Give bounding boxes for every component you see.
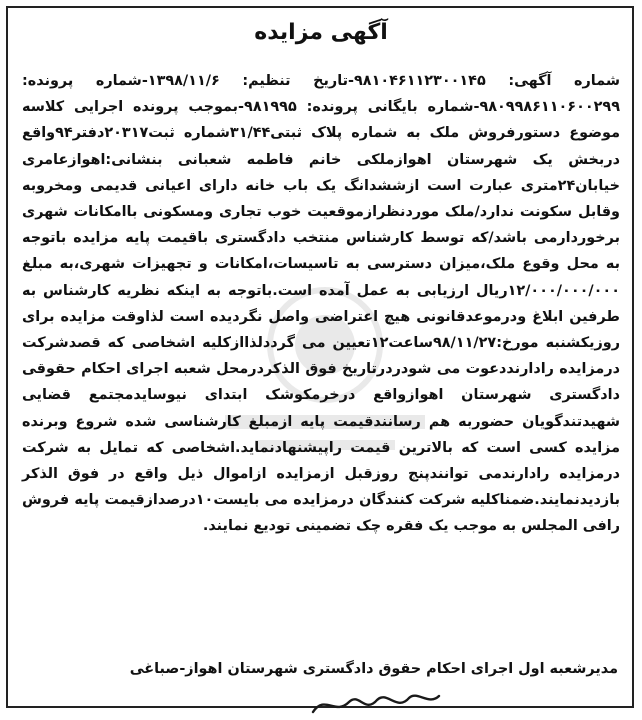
notice-title: آگهی مزایده (254, 20, 388, 45)
notice-body: شماره آگهی: ۹۸۱۰۴۶۱۱۲۳۰۰۱۴۵-تاریخ تنظیم: ۱۳۹۸/۱۱/۶-شماره پرونده: ۹۸۰۹۹۸۶۱۱۰۶۰۰۲۹۹-شماره بایگانی پرونده: ۹۸۱۹۹۵-بموجب پرونده اجرایی کلاسه موضوع دستورفروش ملک به شماره پلاک ثبتی۳۱/۴۴شماره ثبت۲۰۳۱۷دفتر۹۴واقع دربخش یک شهرستان اهوازملکی خانم فاطمه شعبانی بنشانی:اهوازعامری خیابان۲۴متری عبارت است ازششدانگ یک باب خانه دارای اعیانی قدیمی ومخروبه وقابل سکونت ندارد/ملک موردنظرازموقعیت خوب تجاری ومسکونی باامکانات شهری برخوردارمی باشد/که توسط کارشناس منتخب دادگستری باقیمت پایه مزایده باتوجه به محل وقوع ملک،میزان دسترسی به تاسیسات،امکانات و تجهیزات شهری،به مبلغ ۱۲/۰۰۰/۰۰۰/۰۰۰ریال ارزیابی به عمل آمده است.باتوجه به اینکه نظریه کارشناس به طرفین ابلاغ ودرموعدقانونی هیچ اعتراضی واصل نگردیده است لذاوقت مزایده برای روزیکشنبه مورخ:۹۸/۱۱/۲۷ساعت۱۲تعیین می گرددلذاازکلیه اشخاصی که قصدشرکت درمزایده رادارنددعوت می شودردرتاریخ فوق الذکردرمحل شعبه اجرای احکام حقوقی دادگستری شهرستان اهوازواقع درخرمکوشک ابتدای نیوسایدمجتمع قضایی شهیدتندگویان حضوربه هم رسانندقیمت پایه ازمبلغ کارشناسی شده شروع وبرنده مزایده کسی است که بالاترین قیمت راپیشنهادنماید.اشخاصی که تمایل به شرکت درمزایده رادارندمی توانندپنج روزقبل ازمزایده ازاموال ذیل واقع در فوق الذکر بازدیدنمایند.ضمناکلیه شرکت کنندگان درمزایده می بایست۱۰درصدازقیمت پایه فروش رافی المجلس به موجب یک فقره چک تضمینی تودیع نمایند. (22, 73, 621, 535)
notice-signature: مدیرشعبه اول اجرای احکام حقوق دادگستری شهرستان اهواز-صباغی (129, 661, 618, 677)
handwritten-number-mark (305, 688, 445, 718)
